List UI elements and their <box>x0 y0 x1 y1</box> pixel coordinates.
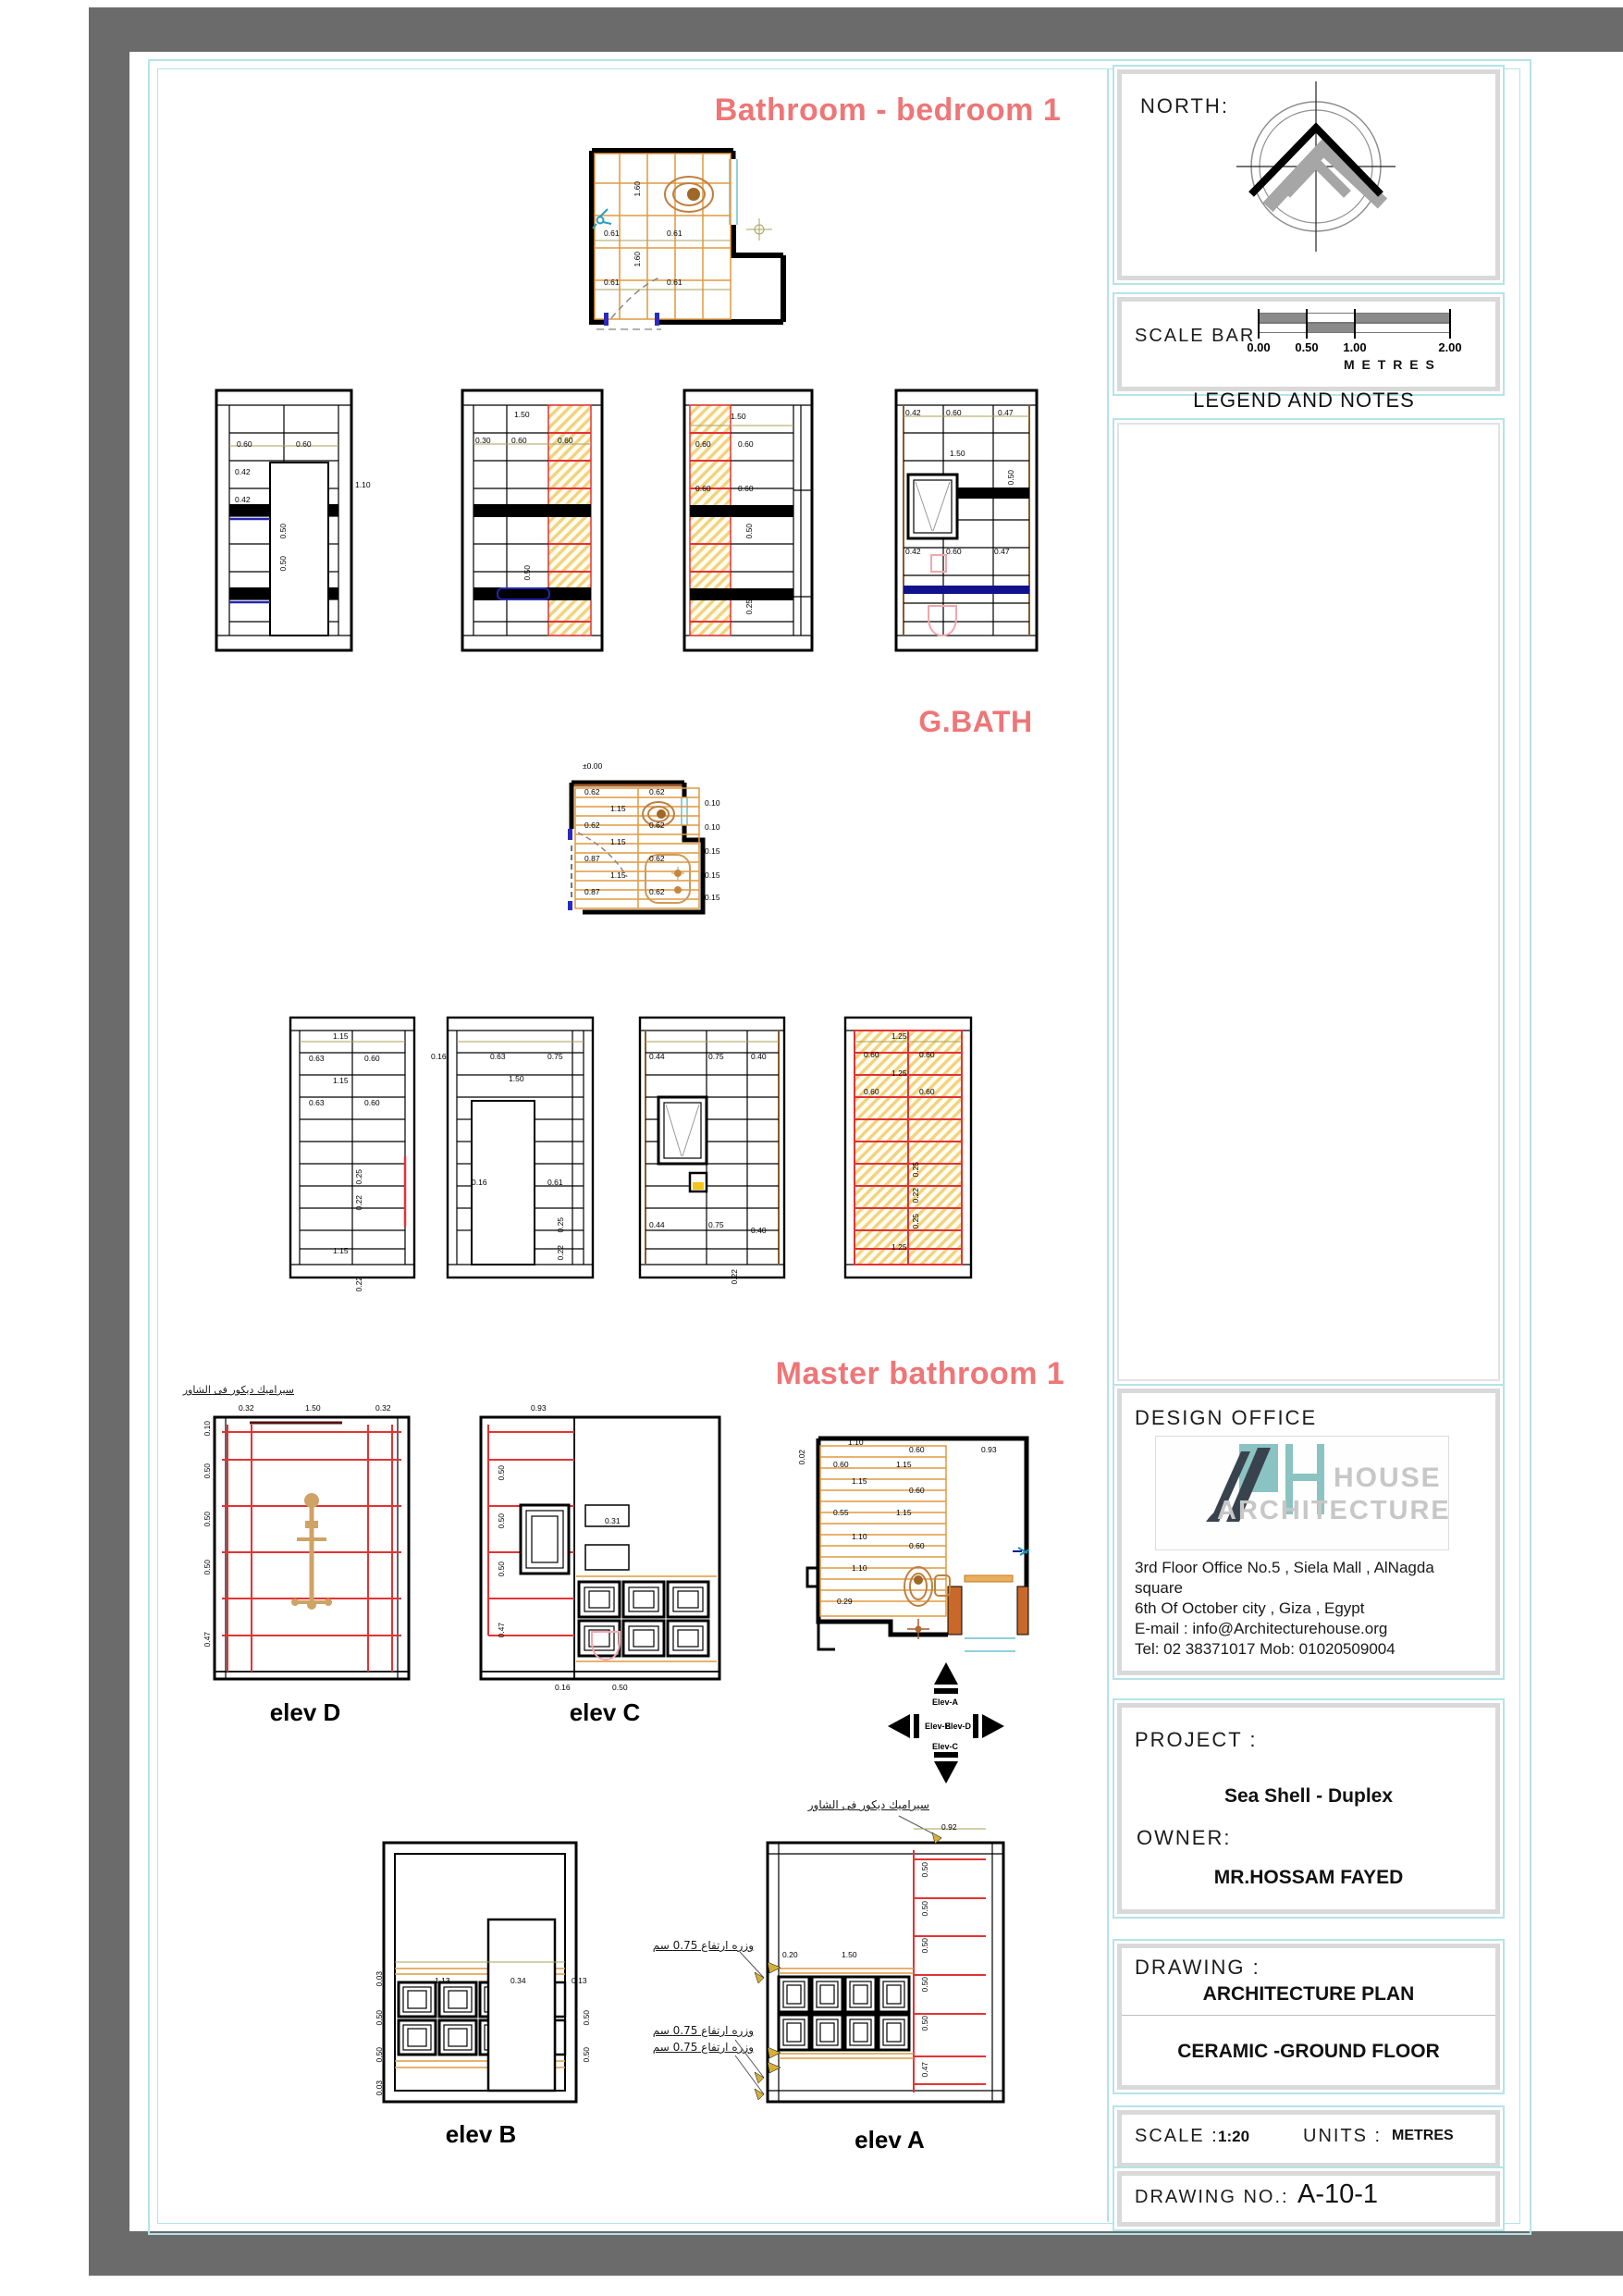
dim-label: 0.75 <box>708 1220 724 1229</box>
dim-label: 1.25 <box>891 1068 907 1078</box>
dim-label: 1.15 <box>610 870 626 880</box>
project-box <box>1113 1698 1505 1919</box>
scale-tick-label: 1.00 <box>1343 340 1367 354</box>
dim-label: 0.50 <box>920 1861 930 1878</box>
valve-icon <box>746 218 772 241</box>
annotation-ceramic-shower-d: سيراميك ديكور فى الشاور <box>182 1384 294 1396</box>
drawing-divider <box>1122 2015 1495 2016</box>
dim-label: 0.93 <box>531 1403 547 1413</box>
dim-label: 0.60 <box>909 1486 925 1495</box>
scale-box <box>1113 2105 1505 2172</box>
dim-label: 0.62 <box>649 787 665 796</box>
elevation-master-a <box>760 1822 1019 2123</box>
elevation-bb1-4-drawing <box>894 389 1039 652</box>
border-bottom <box>89 2231 1623 2276</box>
dim-label: 0.62 <box>649 821 665 830</box>
arrow-left-icon <box>888 1714 910 1738</box>
dim-label: 0.47 <box>998 408 1014 417</box>
dim-label: 0.50 <box>1006 469 1016 486</box>
dim-label: 0.63 <box>309 1054 325 1063</box>
dim-label: 0.10 <box>705 798 720 808</box>
scale-segment <box>1259 323 1307 333</box>
dim-label: 0.50 <box>203 1559 213 1575</box>
dim-label: 0.02 <box>797 1449 807 1465</box>
dim-label: 0.92 <box>941 1822 957 1832</box>
project-name: Sea Shell - Duplex <box>1223 1785 1394 1807</box>
dim-label: 0.16 <box>472 1178 487 1187</box>
dim-label: 1.15 <box>333 1031 349 1041</box>
elevation-gbath-1-drawing <box>289 1016 416 1279</box>
elevation-master-d-drawing <box>194 1404 416 1710</box>
elevation-bb1-4 <box>894 389 1042 657</box>
email-line: E-mail : info@Architecturehouse.org <box>1135 1620 1388 1637</box>
dim-label: 1.60 <box>633 251 643 267</box>
dim-label: 0.50 <box>920 1937 930 1954</box>
dim-label: 0.62 <box>584 821 600 830</box>
dim-label: 0.16 <box>555 1683 571 1692</box>
elevation-gbath-1 <box>289 1016 423 1292</box>
sink-icon <box>904 1567 950 1606</box>
scale-tick-label: 0.00 <box>1247 340 1271 354</box>
phone-line: Tel: 02 38371017 Mob: 01020509004 <box>1135 1640 1396 1658</box>
dim-label: 0.22 <box>354 1194 364 1211</box>
dim-label: 0.50 <box>375 2046 385 2063</box>
dim-label: 0.60 <box>864 1050 879 1059</box>
scale-tick <box>1258 309 1260 339</box>
dim-label: 0.60 <box>237 439 252 449</box>
dim-label: 0.44 <box>649 1220 665 1229</box>
dim-label: 0.60 <box>909 1541 925 1550</box>
drawing-box <box>1113 1939 1505 2094</box>
elevation-gbath-4-drawing <box>843 1016 973 1279</box>
dim-label: 1.10 <box>848 1438 864 1447</box>
elevation-bb1-1-drawing <box>215 389 353 652</box>
drawing-label: DRAWING : <box>1135 1956 1260 1979</box>
dim-label: 0.47 <box>203 1631 213 1648</box>
dim-label: 0.03 <box>375 1970 385 1987</box>
dim-label: 1.25 <box>891 1031 907 1041</box>
scale-tick-label: 2.00 <box>1438 340 1462 354</box>
annotation-skirting-3: وزره ارتفاع 0.75 سم <box>652 2041 754 2054</box>
logo-house-text: HOUSE <box>1334 1463 1442 1493</box>
dim-label: 1.50 <box>731 412 746 421</box>
shower-head-icon <box>593 209 611 228</box>
dim-label: ±0.00 <box>583 761 603 771</box>
elevation-gbath-2 <box>431 1016 598 1289</box>
dim-label: 0.42 <box>905 547 921 556</box>
title-master-bathroom1: Master bathroom 1 <box>775 1356 1065 1391</box>
dim-label: 1.50 <box>514 410 530 419</box>
elevation-master-b-drawing <box>370 1836 587 2114</box>
dim-label: 0.60 <box>695 484 711 493</box>
north-box <box>1113 65 1505 285</box>
dim-label: 0.61 <box>667 228 682 238</box>
dim-label: 1.50 <box>509 1074 524 1083</box>
dim-label: 0.15 <box>705 846 720 856</box>
arrow-up-icon <box>934 1662 958 1685</box>
drawing-type: ARCHITECTURE PLAN <box>1202 1983 1415 2005</box>
dim-label: 0.42 <box>235 467 251 476</box>
dim-label: 0.15 <box>705 893 720 902</box>
dim-label: 0.55 <box>833 1508 849 1517</box>
dim-label: 0.22 <box>354 1276 364 1292</box>
dim-label: 0.63 <box>490 1052 506 1061</box>
units-label: UNITS : <box>1303 2126 1383 2146</box>
elevation-gbath-3 <box>638 1016 791 1289</box>
elevation-bb1-3 <box>682 389 821 657</box>
dim-label: 0.13 <box>572 1976 587 1985</box>
dim-label: 0.22 <box>730 1268 740 1285</box>
dim-label: 0.47 <box>994 547 1010 556</box>
dim-label: 0.22 <box>556 1244 566 1261</box>
north-label: NORTH: <box>1140 94 1229 117</box>
dim-label: 0.50 <box>920 2015 930 2031</box>
drawing-no-box <box>1113 2166 1505 2231</box>
mirror-icon <box>521 1505 569 1574</box>
address-line1: 3rd Floor Office No.5 , Siela Mall , AlNagda <box>1135 1559 1434 1576</box>
dim-label: 0.10 <box>705 822 720 832</box>
elevation-master-c-drawing <box>466 1404 744 1710</box>
dim-label: 0.60 <box>364 1098 380 1107</box>
elevation-bb1-2 <box>461 389 609 657</box>
dim-label: 1.15 <box>896 1508 912 1517</box>
scale-bar-label: SCALE BAR <box>1135 326 1256 346</box>
dim-label: 0.60 <box>919 1087 935 1096</box>
dim-label: 0.60 <box>946 408 962 417</box>
dim-label: 0.87 <box>584 887 600 896</box>
dim-label: 0.50 <box>920 1900 930 1917</box>
logo <box>1155 1436 1449 1550</box>
leader-lines <box>592 1943 772 2105</box>
dim-label: 0.60 <box>364 1054 380 1063</box>
dim-label: 0.50 <box>523 564 533 581</box>
dim-label: 0.15 <box>705 870 720 880</box>
dim-label: 0.61 <box>604 228 620 238</box>
dim-label: 0.50 <box>278 555 289 572</box>
dim-label: 0.50 <box>278 523 289 539</box>
arrow-right-icon <box>982 1714 1004 1738</box>
plan-gbath-drawing <box>555 773 717 926</box>
dim-label: 0.25 <box>744 599 755 615</box>
dim-label: 0.50 <box>203 1463 213 1479</box>
dim-label: 1.50 <box>305 1403 321 1413</box>
scale-segment <box>1307 323 1355 333</box>
design-office-label: DESIGN OFFICE <box>1135 1406 1318 1429</box>
dim-label: 0.60 <box>511 436 527 445</box>
units-value: METRES <box>1392 2128 1454 2143</box>
project-label: PROJECT : <box>1135 1728 1258 1751</box>
elevation-bb1-2-drawing <box>461 389 604 652</box>
dim-label: 0.60 <box>695 439 711 449</box>
label-elev-c-arrow: Elev-C <box>932 1742 959 1751</box>
dim-label: 0.61 <box>547 1178 563 1187</box>
dim-label: 0.50 <box>582 2009 592 2026</box>
scale-segment <box>1259 313 1307 323</box>
dim-label: 0.50 <box>612 1683 628 1692</box>
sidebar-separator <box>1107 68 1109 2222</box>
arrow-down-icon <box>934 1761 958 1784</box>
label-elev-b: elev B <box>445 2120 517 2148</box>
dim-label: 0.16 <box>431 1052 447 1061</box>
dim-label: 0.62 <box>649 854 665 863</box>
elevation-bb1-1 <box>215 389 376 657</box>
elevation-master-c <box>466 1404 744 1710</box>
dim-label: 0.25 <box>354 1168 364 1185</box>
scale-tick <box>1449 309 1451 339</box>
annotation-ceramic-shower-a: سيراميك ديكور فى الشاور <box>807 1798 929 1811</box>
dim-label: 0.34 <box>510 1976 526 1985</box>
plan-bathroom-bedroom1 <box>550 137 818 359</box>
dim-label: 1.60 <box>633 180 643 197</box>
label-elev-c: elev C <box>569 1698 641 1726</box>
dim-label: 0.75 <box>547 1052 563 1061</box>
scale-tick <box>1354 309 1356 339</box>
scale-segment <box>1355 313 1450 323</box>
dim-label: 0.60 <box>296 439 312 449</box>
annotation-skirting-1: وزره ارتفاع 0.75 سم <box>652 1939 754 1952</box>
dim-label: 0.31 <box>605 1516 621 1525</box>
elevation-master-a-drawing <box>760 1836 1014 2114</box>
dim-label: 0.60 <box>864 1087 879 1096</box>
dim-label: 0.61 <box>667 278 682 287</box>
scale-bar-box <box>1113 292 1505 396</box>
annotation-skirting-2: وزره ارتفاع 0.75 سم <box>652 2024 754 2037</box>
design-office-box <box>1113 1384 1505 1680</box>
towel-bar-icon <box>965 1575 1013 1582</box>
dim-label: 0.50 <box>582 2046 592 2063</box>
border-left <box>89 7 129 2276</box>
toilet-icon <box>665 177 713 212</box>
dim-label: 1.15 <box>333 1246 349 1255</box>
north-compass-icon <box>1223 74 1408 259</box>
elevation-gbath-4 <box>843 1016 977 1289</box>
drawing-no-value: A-10-1 <box>1297 2179 1379 2209</box>
scale-tick-label: 0.50 <box>1295 340 1319 354</box>
dim-label: 0.03 <box>375 2080 385 2096</box>
scale-value: 1:20 <box>1218 2128 1250 2145</box>
title-bathroom-bedroom1: Bathroom - bedroom 1 <box>714 93 1062 128</box>
soap-box-icon <box>690 1173 707 1191</box>
scale-units-label: M E T R E S <box>1344 357 1436 372</box>
address-line3: 6th Of October city , Giza , Egypt <box>1135 1599 1365 1617</box>
dim-label: 1.15 <box>610 837 626 846</box>
dim-label: 0.60 <box>738 439 754 449</box>
window-icon <box>908 475 957 538</box>
elevation-master-b <box>370 1836 592 2123</box>
dim-label: 0.87 <box>584 854 600 863</box>
dim-label: 0.60 <box>919 1050 935 1059</box>
title-gbath: G.BATH <box>918 705 1033 738</box>
dim-label: 1.10 <box>852 1563 867 1573</box>
dim-label: 1.15 <box>610 804 626 813</box>
shelf-icon <box>585 1545 629 1570</box>
dim-label: 0.32 <box>375 1403 391 1413</box>
door-leaf <box>488 1920 555 2091</box>
dim-label: 1.15 <box>852 1476 867 1486</box>
dim-label: 0.50 <box>920 1976 930 1993</box>
dim-label: 0.44 <box>649 1052 665 1061</box>
logo-architecture-text: ARCHITECTURE <box>1217 1496 1451 1525</box>
dim-label: 0.40 <box>751 1052 767 1061</box>
dim-label: 0.60 <box>909 1445 925 1454</box>
dim-label: 1.13 <box>435 1976 450 1985</box>
dim-label: 0.50 <box>203 1511 213 1527</box>
dim-label: 0.50 <box>497 1464 507 1481</box>
scale-label: SCALE : <box>1135 2126 1219 2146</box>
dim-label: 0.63 <box>309 1098 325 1107</box>
border-top <box>89 7 1623 52</box>
dim-label: 0.25 <box>556 1216 566 1233</box>
drawing-no-label: DRAWING NO.: <box>1135 2187 1289 2207</box>
dim-label: 0.40 <box>751 1226 767 1235</box>
dim-label: 0.60 <box>946 547 962 556</box>
dim-label: 0.50 <box>744 523 755 539</box>
dim-label: 0.60 <box>833 1460 849 1469</box>
dim-label: 0.75 <box>708 1052 724 1061</box>
label-elev-d: elev D <box>269 1698 341 1726</box>
dim-label: 0.62 <box>584 787 600 796</box>
scale-segment <box>1307 313 1355 323</box>
toilet-outline-icon <box>928 606 956 636</box>
dim-label: 0.42 <box>905 408 921 417</box>
owner-label: OWNER: <box>1137 1826 1232 1849</box>
window-icon <box>658 1097 707 1164</box>
dim-label: 1.50 <box>842 1950 857 1959</box>
legend-title: LEGEND AND NOTES <box>1193 389 1415 412</box>
dim-label: 0.30 <box>475 436 491 445</box>
dim-label: 0.29 <box>837 1597 853 1606</box>
dim-label: 0.60 <box>738 484 754 493</box>
dim-label: 0.42 <box>235 495 251 504</box>
label-elev-a: elev A <box>855 2126 925 2154</box>
dim-label: 1.15 <box>333 1076 349 1085</box>
dim-label: 0.61 <box>604 278 620 287</box>
dim-label: 0.60 <box>558 436 573 445</box>
dim-label: 0.50 <box>497 1512 507 1529</box>
dim-label: 0.10 <box>203 1420 213 1437</box>
legend-box <box>1113 418 1505 1386</box>
dim-label: 0.22 <box>911 1187 921 1204</box>
dim-label: 1.10 <box>355 480 371 489</box>
dim-label: 0.32 <box>239 1403 254 1413</box>
label-elev-b-arrow: Elev-B <box>925 1722 952 1731</box>
dim-label: 0.62 <box>649 887 665 896</box>
elevation-gbath-2-drawing <box>446 1016 595 1279</box>
plan-bathroom-bedroom1-drawing <box>550 137 818 359</box>
dim-label: 0.25 <box>911 1161 921 1178</box>
plan-gbath <box>555 761 726 935</box>
dim-label: 1.25 <box>891 1242 907 1252</box>
owner-name: MR.HOSSAM FAYED <box>1213 1867 1404 1888</box>
elevation-master-d <box>194 1404 416 1710</box>
dim-label: 0.47 <box>920 2061 930 2078</box>
address-line2: square <box>1135 1579 1183 1597</box>
plan-arrow-cluster: Elev-A Elev-B Elev-D Elev-C <box>886 1660 1006 1790</box>
dim-label: 1.50 <box>950 449 965 458</box>
dim-label: 0.25 <box>911 1213 921 1229</box>
plan-master-bathroom <box>797 1429 1087 1660</box>
dim-label: 0.50 <box>497 1561 507 1577</box>
dim-label: 0.20 <box>782 1950 798 1959</box>
scale-tick <box>1306 309 1308 339</box>
scale-segment <box>1355 323 1450 333</box>
dim-label: 1.10 <box>852 1532 867 1541</box>
dim-label: 0.47 <box>497 1622 507 1638</box>
label-elev-a-arrow: Elev-A <box>932 1697 959 1707</box>
drawing-subtype: CERAMIC -GROUND FLOOR <box>1177 2041 1440 2062</box>
dim-label: 0.50 <box>375 2009 385 2026</box>
dim-label: 0.93 <box>981 1445 997 1454</box>
dim-label: 1.15 <box>896 1460 912 1469</box>
